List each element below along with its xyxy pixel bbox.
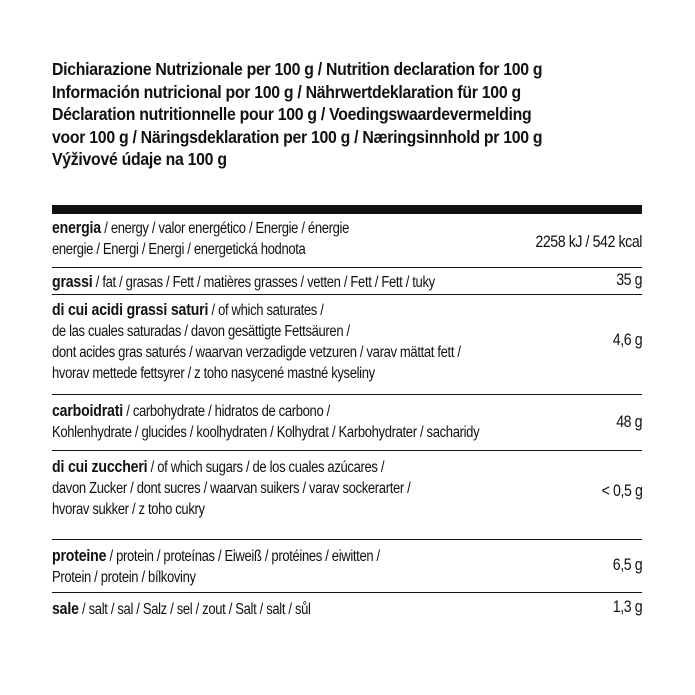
header-line: Información nutricional por 100 g / Nährwertdeklaration für 100 g [52, 81, 521, 102]
energy-name: energia [52, 218, 101, 237]
protein-label [52, 540, 590, 588]
row-fat [52, 268, 642, 295]
energy-translations-2: energie / Energi / Energi / energetická hodnota [52, 241, 306, 258]
carbs-name: carboidrati [52, 401, 124, 420]
sugars-translations-3: hvorav sukker / z toho cukry [52, 501, 205, 518]
saturates-translations-2: de las cuales saturadas / davon gesättigte Fettsäuren / [52, 323, 350, 340]
salt-value: 1,3 g [612, 598, 642, 616]
protein-translations-2: Protein / protein / bílkoviny [52, 569, 196, 586]
energy-label [52, 217, 590, 260]
header-line: Výživové údaje na 100 g [52, 149, 227, 169]
energy-value: 2258 kJ / 542 kcal [535, 233, 642, 251]
fat-name: grassi [52, 272, 93, 291]
nutrition-panel [52, 58, 642, 618]
sugars-translations-2: davon Zucker / dont sucres / waarvan suikers / varav sockerarter / [52, 480, 411, 497]
row-salt [52, 593, 642, 620]
saturates-translations-3: dont acides gras saturés / waarvan verzadigde vetzuren / varav mättat fett / [52, 344, 461, 361]
row-sugars [52, 451, 642, 540]
saturates-name: di cui acidi grassi saturi [52, 300, 209, 319]
row-carbohydrate [52, 395, 642, 451]
carbs-translations-2: Kohlenhydrate / glucides / koolhydraten / Kolhydrat / Karbohydrater / sacharidy [52, 424, 480, 441]
energy-translations: / energy / valor energético / Energie / énergie [100, 220, 350, 237]
sugars-name: di cui zuccheri [52, 457, 148, 476]
saturates-translations-4: hvorav mettede fettsyrer / z toho nasycené mastné kyseliny [52, 365, 375, 382]
header-line: Déclaration nutritionnelle pour 100 g / Voedingswaardevermelding [52, 104, 532, 124]
header-line: voor 100 g / Näringsdeklaration per 100 g / Næringsinnhold pr 100 g [52, 126, 543, 147]
row-protein [52, 540, 642, 593]
fat-label [52, 268, 590, 293]
saturates-label [52, 295, 590, 384]
salt-translations: / salt / sal / Salz / sel / zout / Salt / salt / sůl [78, 601, 311, 618]
row-saturates [52, 295, 642, 395]
saturates-translations: / of which saturates / [208, 302, 324, 319]
salt-name: sale [52, 599, 79, 618]
saturates-value: 4,6 g [612, 331, 642, 349]
nutrition-table [52, 217, 642, 620]
carbs-value: 48 g [616, 413, 642, 431]
fat-translations: / fat / grasas / Fett / matières grasses / vetten / Fett / Fett / tuky [92, 274, 435, 291]
sugars-translations: / of which sugars / de los cuales azúcares / [147, 459, 385, 476]
sugars-label [52, 451, 590, 520]
protein-value: 6,5 g [612, 556, 642, 574]
salt-label [52, 593, 590, 620]
protein-name: proteine [52, 546, 107, 565]
sugars-value: < 0,5 g [601, 482, 642, 500]
header-line: Dichiarazione Nutrizionale per 100 g / Nutrition declaration for 100 g [52, 59, 543, 79]
thick-divider [52, 205, 642, 214]
declaration-header [52, 58, 643, 171]
protein-translations: / protein / proteínas / Eiweiß / protéines / eiwitten / [106, 548, 380, 565]
row-energy [52, 217, 642, 268]
carbs-label [52, 395, 590, 443]
carbs-translations: / carbohydrate / hidratos de carbono / [123, 403, 330, 420]
fat-value: 35 g [616, 271, 642, 289]
